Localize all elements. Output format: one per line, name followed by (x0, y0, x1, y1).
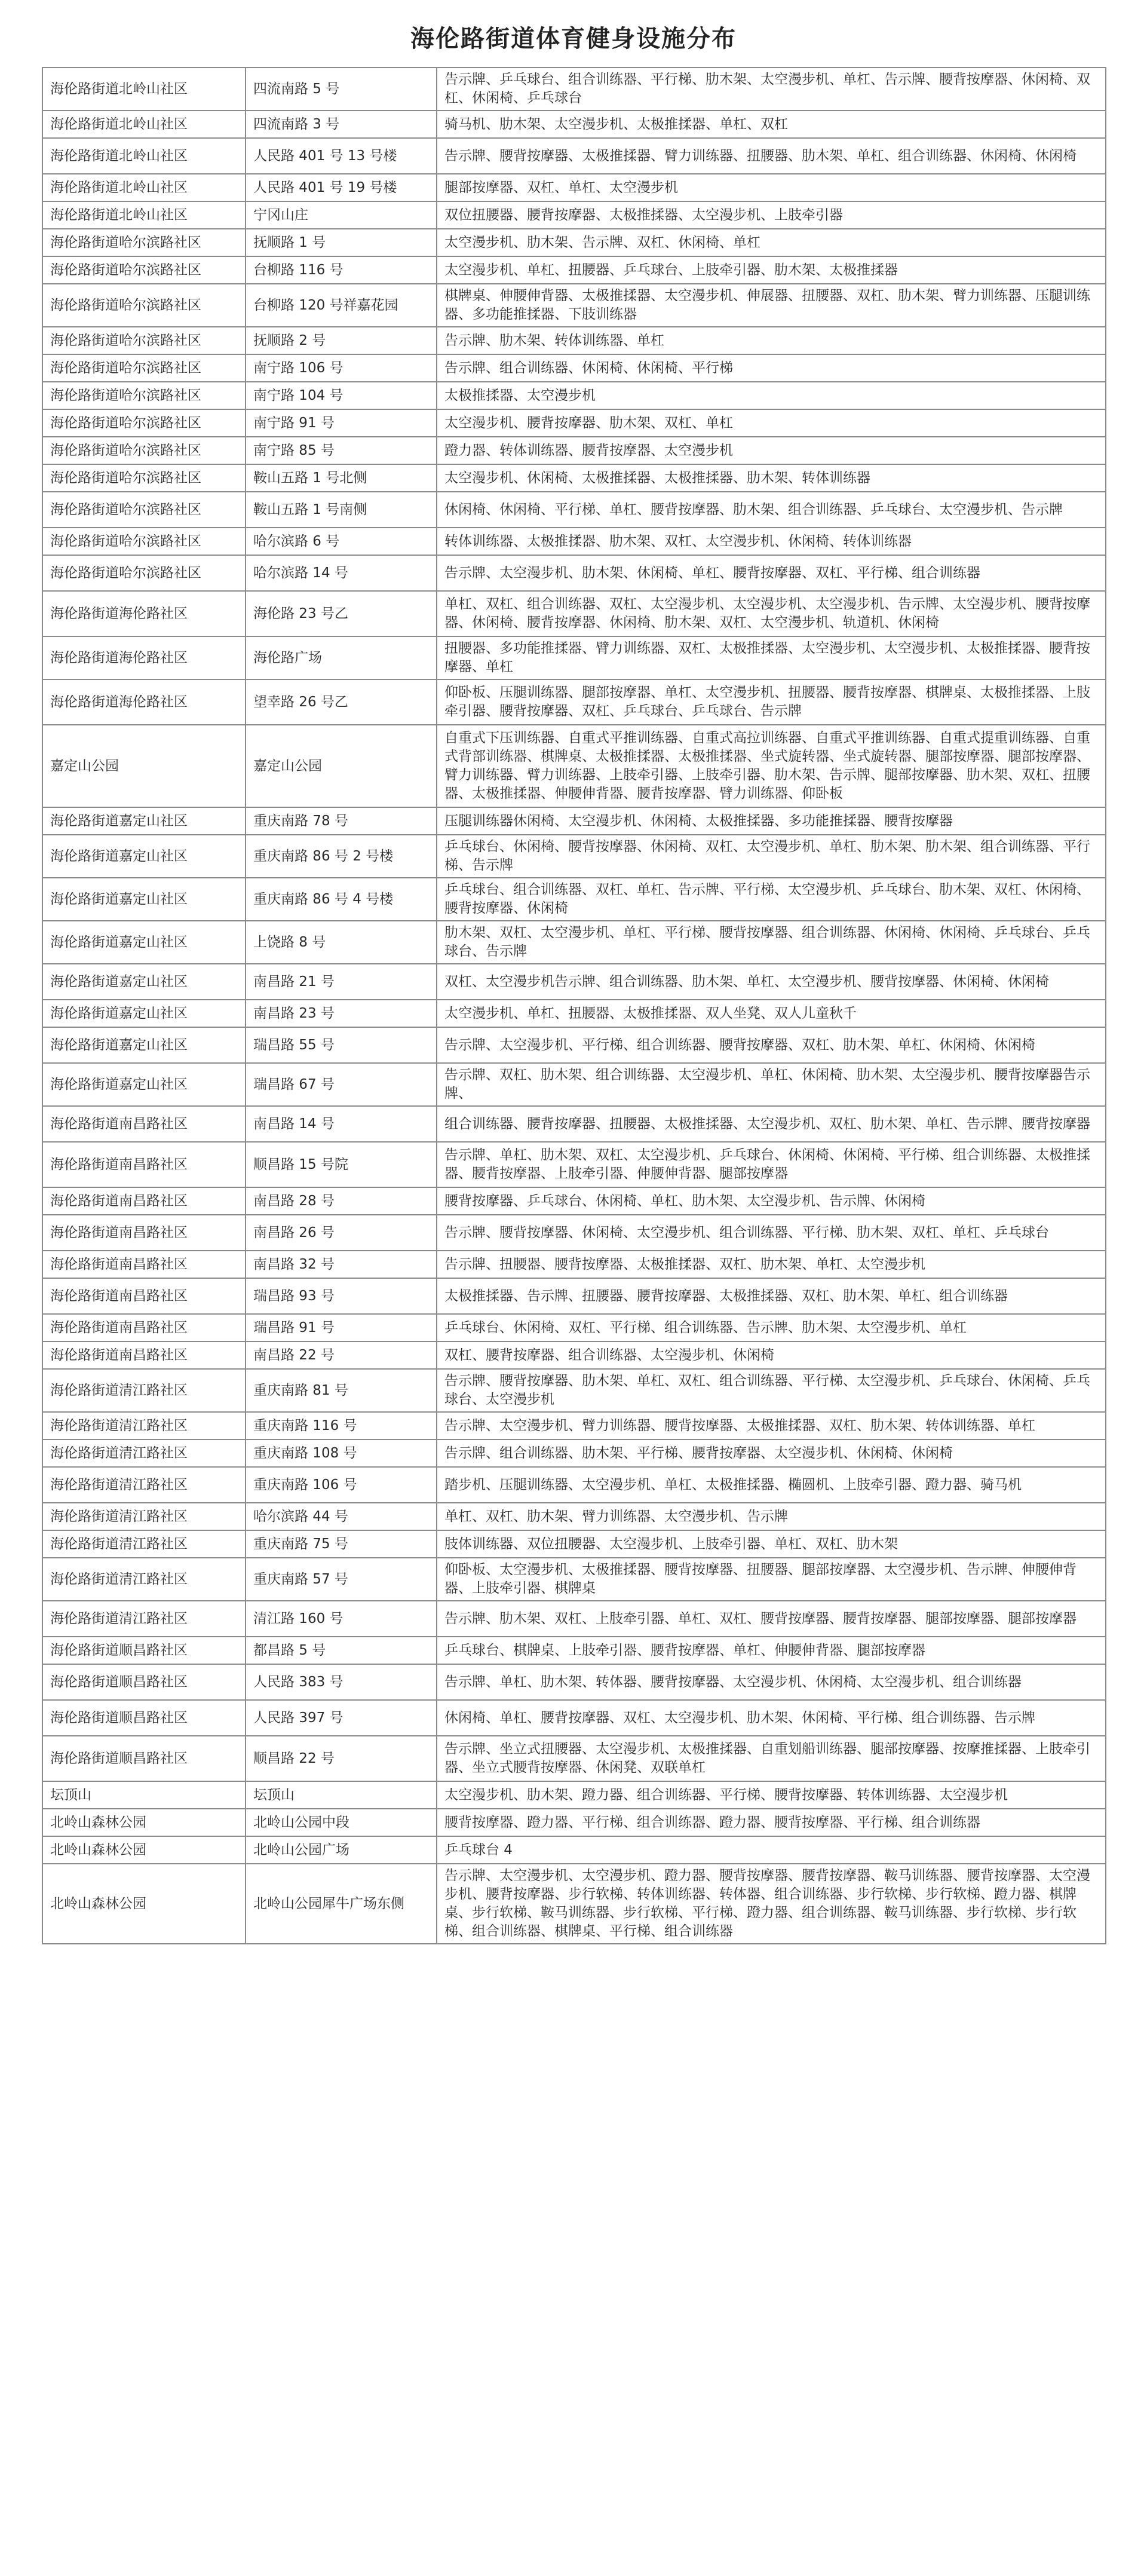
table-row (42, 807, 1106, 835)
facility-table (42, 67, 1106, 1944)
address-cell: 鞍山五路 1 号南侧 (246, 492, 437, 528)
table-row (42, 1063, 1106, 1106)
address-cell: 北岭山公园犀牛广场东侧 (246, 1864, 437, 1944)
table-row (42, 1278, 1106, 1314)
address-cell: 抚顺路 1 号 (246, 229, 437, 256)
community-cell: 海伦路街道嘉定山社区 (42, 921, 246, 964)
table-row (42, 1106, 1106, 1142)
address-cell: 南昌路 22 号 (246, 1341, 437, 1369)
community-cell: 海伦路街道哈尔滨路社区 (42, 528, 246, 555)
address-cell: 四流南路 3 号 (246, 111, 437, 138)
community-cell: 海伦路街道清江路社区 (42, 1439, 246, 1467)
address-cell: 台柳路 120 号祥嘉花园 (246, 284, 437, 327)
facilities-cell: 乒乓球台、休闲椅、腰背按摩器、休闲椅、双杠、太空漫步机、单杠、肋木架、肋木架、组合训练器、平行梯、告示牌 (437, 835, 1106, 878)
table-row (42, 201, 1106, 229)
community-cell: 海伦路街道南昌路社区 (42, 1215, 246, 1251)
community-cell: 海伦路街道哈尔滨路社区 (42, 256, 246, 284)
address-cell: 重庆南路 81 号 (246, 1369, 437, 1412)
community-cell: 海伦路街道南昌路社区 (42, 1341, 246, 1369)
community-cell: 海伦路街道南昌路社区 (42, 1278, 246, 1314)
community-cell: 海伦路街道哈尔滨路社区 (42, 464, 246, 492)
community-cell: 海伦路街道南昌路社区 (42, 1142, 246, 1187)
address-cell: 瑞昌路 67 号 (246, 1063, 437, 1106)
address-cell: 重庆南路 75 号 (246, 1530, 437, 1558)
community-cell: 海伦路街道清江路社区 (42, 1412, 246, 1439)
community-cell: 嘉定山公园 (42, 725, 246, 807)
address-cell: 瑞昌路 93 号 (246, 1278, 437, 1314)
facilities-cell: 双杠、腰背按摩器、组合训练器、太空漫步机、休闲椅 (437, 1341, 1106, 1369)
community-cell: 海伦路街道海伦路社区 (42, 591, 246, 636)
table-row (42, 1187, 1106, 1215)
address-cell: 海伦路 23 号乙 (246, 591, 437, 636)
community-cell: 海伦路街道北岭山社区 (42, 174, 246, 201)
community-cell: 海伦路街道清江路社区 (42, 1503, 246, 1530)
address-cell: 清江路 160 号 (246, 1601, 437, 1637)
community-cell: 北岭山森林公园 (42, 1809, 246, 1836)
facilities-cell: 告示牌、扭腰器、腰背按摩器、太极推揉器、双杠、肋木架、单杠、太空漫步机 (437, 1251, 1106, 1278)
facilities-cell: 告示牌、腰背按摩器、肋木架、单杠、双杠、组合训练器、平行梯、太空漫步机、乒乓球台、休闲椅、乒乓球台、太空漫步机 (437, 1369, 1106, 1412)
address-cell: 上饶路 8 号 (246, 921, 437, 964)
table-row (42, 174, 1106, 201)
table-row (42, 555, 1106, 591)
facilities-cell: 告示牌、太空漫步机、肋木架、休闲椅、单杠、腰背按摩器、双杠、平行梯、组合训练器 (437, 555, 1106, 591)
facilities-cell: 告示牌、肋木架、转体训练器、单杠 (437, 327, 1106, 354)
table-row (42, 591, 1106, 636)
facilities-cell: 扭腰器、多功能推揉器、臂力训练器、双杠、太极推揉器、太空漫步机、太空漫步机、太极推揉器、腰背按摩器、单杠 (437, 636, 1106, 679)
facilities-cell: 腰背按摩器、乒乓球台、休闲椅、单杠、肋木架、太空漫步机、告示牌、休闲椅 (437, 1187, 1106, 1215)
community-cell: 海伦路街道哈尔滨路社区 (42, 492, 246, 528)
facilities-cell: 太空漫步机、单杠、扭腰器、乒乓球台、上肢牵引器、肋木架、太极推揉器 (437, 256, 1106, 284)
community-cell: 海伦路街道哈尔滨路社区 (42, 437, 246, 464)
community-cell: 海伦路街道清江路社区 (42, 1558, 246, 1601)
community-cell: 海伦路街道哈尔滨路社区 (42, 284, 246, 327)
table-row (42, 1341, 1106, 1369)
facilities-cell: 休闲椅、单杠、腰背按摩器、双杠、太空漫步机、肋木架、休闲椅、平行梯、组合训练器、告示牌 (437, 1700, 1106, 1736)
table-row (42, 1439, 1106, 1467)
address-cell: 望幸路 26 号乙 (246, 679, 437, 725)
table-row (42, 327, 1106, 354)
facilities-cell: 告示牌、腰背按摩器、太极推揉器、臂力训练器、扭腰器、肋木架、单杠、组合训练器、休闲椅、休闲椅 (437, 138, 1106, 174)
address-cell: 人民路 397 号 (246, 1700, 437, 1736)
table-row (42, 725, 1106, 807)
table-row (42, 921, 1106, 964)
facilities-cell: 乒乓球台、棋牌桌、上肢牵引器、腰背按摩器、单杠、伸腰伸背器、腿部按摩器 (437, 1637, 1106, 1664)
community-cell: 海伦路街道哈尔滨路社区 (42, 409, 246, 437)
facilities-cell: 乒乓球台 4 (437, 1836, 1106, 1864)
table-row (42, 1558, 1106, 1601)
facilities-cell: 双杠、太空漫步机告示牌、组合训练器、肋木架、单杠、太空漫步机、腰背按摩器、休闲椅、休闲椅 (437, 964, 1106, 1000)
address-cell: 北岭山公园广场 (246, 1836, 437, 1864)
community-cell: 海伦路街道哈尔滨路社区 (42, 229, 246, 256)
address-cell: 南宁路 91 号 (246, 409, 437, 437)
facilities-cell: 告示牌、太空漫步机、臂力训练器、腰背按摩器、太极推揉器、双杠、肋木架、转体训练器、单杠 (437, 1412, 1106, 1439)
community-cell: 海伦路街道清江路社区 (42, 1601, 246, 1637)
facilities-cell: 告示牌、组合训练器、休闲椅、休闲椅、平行梯 (437, 354, 1106, 382)
community-cell: 海伦路街道哈尔滨路社区 (42, 354, 246, 382)
table-row (42, 636, 1106, 679)
address-cell: 南昌路 21 号 (246, 964, 437, 1000)
address-cell: 瑞昌路 55 号 (246, 1027, 437, 1063)
table-row (42, 1637, 1106, 1664)
community-cell: 海伦路街道南昌路社区 (42, 1187, 246, 1215)
table-row (42, 679, 1106, 725)
facilities-cell: 告示牌、单杠、肋木架、双杠、太空漫步机、乒乓球台、休闲椅、休闲椅、平行梯、组合训练器、太极推揉器、腰背按摩器、上肢牵引器、伸腰伸背器、腿部按摩器 (437, 1142, 1106, 1187)
facilities-cell: 太极推揉器、太空漫步机 (437, 382, 1106, 409)
table-row (42, 1601, 1106, 1637)
facilities-cell: 乒乓球台、休闲椅、双杠、平行梯、组合训练器、告示牌、肋木架、太空漫步机、单杠 (437, 1314, 1106, 1341)
table-row (42, 138, 1106, 174)
community-cell: 海伦路街道嘉定山社区 (42, 807, 246, 835)
table-row (42, 1412, 1106, 1439)
table-row (42, 1142, 1106, 1187)
community-cell: 坛顶山 (42, 1781, 246, 1809)
address-cell: 重庆南路 78 号 (246, 807, 437, 835)
address-cell: 重庆南路 108 号 (246, 1439, 437, 1467)
address-cell: 南宁路 85 号 (246, 437, 437, 464)
community-cell: 海伦路街道清江路社区 (42, 1530, 246, 1558)
community-cell: 海伦路街道北岭山社区 (42, 111, 246, 138)
address-cell: 宁冈山庄 (246, 201, 437, 229)
facilities-cell: 告示牌、乒乓球台、组合训练器、平行梯、肋木架、太空漫步机、单杠、告示牌、腰背按摩器、休闲椅、双杠、休闲椅、乒乓球台 (437, 68, 1106, 111)
facilities-cell: 告示牌、腰背按摩器、休闲椅、太空漫步机、组合训练器、平行梯、肋木架、双杠、单杠、乒乓球台 (437, 1215, 1106, 1251)
facilities-cell: 蹬力器、转体训练器、腰背按摩器、太空漫步机 (437, 437, 1106, 464)
address-cell: 顺昌路 15 号院 (246, 1142, 437, 1187)
facilities-cell: 组合训练器、腰背按摩器、扭腰器、太极推揉器、太空漫步机、双杠、肋木架、单杠、告示牌、腰背按摩器 (437, 1106, 1106, 1142)
address-cell: 北岭山公园中段 (246, 1809, 437, 1836)
address-cell: 南昌路 28 号 (246, 1187, 437, 1215)
address-cell: 南昌路 26 号 (246, 1215, 437, 1251)
facilities-cell: 单杠、双杠、组合训练器、双杠、太空漫步机、太空漫步机、太空漫步机、告示牌、太空漫步机、腰背按摩器、休闲椅、腰背按摩器、休闲椅、肋木架、双杠、太空漫步机、轨道机、休闲椅 (437, 591, 1106, 636)
table-row (42, 382, 1106, 409)
table-row (42, 1027, 1106, 1063)
community-cell: 海伦路街道哈尔滨路社区 (42, 327, 246, 354)
table-row (42, 1503, 1106, 1530)
table-row (42, 1736, 1106, 1781)
address-cell: 顺昌路 22 号 (246, 1736, 437, 1781)
address-cell: 哈尔滨路 14 号 (246, 555, 437, 591)
community-cell: 海伦路街道嘉定山社区 (42, 1000, 246, 1027)
facilities-cell: 告示牌、组合训练器、肋木架、平行梯、腰背按摩器、太空漫步机、休闲椅、休闲椅 (437, 1439, 1106, 1467)
table-row (42, 1000, 1106, 1027)
table-row (42, 111, 1106, 138)
facilities-cell: 自重式下压训练器、自重式平推训练器、自重式高拉训练器、自重式平推训练器、自重式提重训练器、自重式背部训练器、棋牌桌、太极推揉器、太极推揉器、坐式旋转器、坐式旋转器、腿部按摩器、腿部按摩器、臂力训练器、臂力训练器、上肢牵引器、上肢牵引器、肋木架、告示牌、腿部按摩器、肋木架、双杠、扭腰器、太极推揉器、伸腰伸背器、腰背按摩器、臂力训练器、仰卧板 (437, 725, 1106, 807)
facilities-cell: 单杠、双杠、肋木架、臂力训练器、太空漫步机、告示牌 (437, 1503, 1106, 1530)
table-row (42, 964, 1106, 1000)
community-cell: 海伦路街道海伦路社区 (42, 636, 246, 679)
address-cell: 重庆南路 86 号 2 号楼 (246, 835, 437, 878)
facilities-cell: 腿部按摩器、双杠、单杠、太空漫步机 (437, 174, 1106, 201)
facilities-cell: 仰卧板、压腿训练器、腿部按摩器、单杠、太空漫步机、扭腰器、腰背按摩器、棋牌桌、太极推揉器、上肢牵引器、腰背按摩器、双杠、乒乓球台、乒乓球台、告示牌 (437, 679, 1106, 725)
facilities-cell: 太空漫步机、肋木架、告示牌、双杠、休闲椅、单杠 (437, 229, 1106, 256)
table-row (42, 1467, 1106, 1503)
facility-table-body (42, 68, 1106, 1944)
facilities-cell: 肋木架、双杠、太空漫步机、单杠、平行梯、腰背按摩器、组合训练器、休闲椅、休闲椅、乒乓球台、乒乓球台、告示牌 (437, 921, 1106, 964)
table-row (42, 354, 1106, 382)
facilities-cell: 转体训练器、太极推揉器、肋木架、双杠、太空漫步机、休闲椅、转体训练器 (437, 528, 1106, 555)
address-cell: 嘉定山公园 (246, 725, 437, 807)
table-row (42, 1369, 1106, 1412)
address-cell: 南宁路 106 号 (246, 354, 437, 382)
community-cell: 海伦路街道顺昌路社区 (42, 1736, 246, 1781)
facilities-cell: 告示牌、太空漫步机、太空漫步机、蹬力器、腰背按摩器、腰背按摩器、鞍马训练器、腰背按摩器、太空漫步机、腰背按摩器、步行软梯、转体训练器、转体器、组合训练器、步行软梯、步行软梯、蹬力器、棋牌桌、步行软梯、鞍马训练器、步行软梯、平行梯、蹬力器、组合训练器、鞍马训练器、步行软梯、步行软梯、组合训练器、棋牌桌、平行梯、组合训练器 (437, 1864, 1106, 1944)
facilities-cell: 告示牌、太空漫步机、平行梯、组合训练器、腰背按摩器、双杠、肋木架、单杠、休闲椅、休闲椅 (437, 1027, 1106, 1063)
facilities-cell: 告示牌、肋木架、双杠、上肢牵引器、单杠、双杠、腰背按摩器、腰背按摩器、腿部按摩器、腿部按摩器 (437, 1601, 1106, 1637)
address-cell: 重庆南路 116 号 (246, 1412, 437, 1439)
table-row (42, 437, 1106, 464)
address-cell: 瑞昌路 91 号 (246, 1314, 437, 1341)
community-cell: 海伦路街道海伦路社区 (42, 679, 246, 725)
table-row (42, 528, 1106, 555)
community-cell: 海伦路街道北岭山社区 (42, 138, 246, 174)
table-row (42, 1836, 1106, 1864)
community-cell: 海伦路街道顺昌路社区 (42, 1700, 246, 1736)
address-cell: 海伦路广场 (246, 636, 437, 679)
table-row (42, 878, 1106, 921)
facilities-cell: 休闲椅、休闲椅、平行梯、单杠、腰背按摩器、肋木架、组合训练器、乒乓球台、太空漫步机、告示牌 (437, 492, 1106, 528)
address-cell: 重庆南路 106 号 (246, 1467, 437, 1503)
community-cell: 海伦路街道哈尔滨路社区 (42, 382, 246, 409)
address-cell: 鞍山五路 1 号北侧 (246, 464, 437, 492)
address-cell: 南宁路 104 号 (246, 382, 437, 409)
table-row (42, 284, 1106, 327)
address-cell: 哈尔滨路 44 号 (246, 1503, 437, 1530)
community-cell: 海伦路街道哈尔滨路社区 (42, 555, 246, 591)
address-cell: 人民路 383 号 (246, 1664, 437, 1700)
community-cell: 海伦路街道顺昌路社区 (42, 1664, 246, 1700)
address-cell: 台柳路 116 号 (246, 256, 437, 284)
facilities-cell: 腰背按摩器、蹬力器、平行梯、组合训练器、蹬力器、腰背按摩器、平行梯、组合训练器 (437, 1809, 1106, 1836)
facilities-cell: 太空漫步机、单杠、扭腰器、太极推揉器、双人坐凳、双人儿童秋千 (437, 1000, 1106, 1027)
address-cell: 人民路 401 号 13 号楼 (246, 138, 437, 174)
address-cell: 南昌路 32 号 (246, 1251, 437, 1278)
community-cell: 海伦路街道南昌路社区 (42, 1251, 246, 1278)
table-row (42, 1700, 1106, 1736)
community-cell: 北岭山森林公园 (42, 1864, 246, 1944)
community-cell: 海伦路街道南昌路社区 (42, 1314, 246, 1341)
address-cell: 抚顺路 2 号 (246, 327, 437, 354)
community-cell: 海伦路街道北岭山社区 (42, 68, 246, 111)
community-cell: 海伦路街道北岭山社区 (42, 201, 246, 229)
facilities-cell: 太空漫步机、休闲椅、太极推揉器、太极推揉器、肋木架、转体训练器 (437, 464, 1106, 492)
community-cell: 海伦路街道嘉定山社区 (42, 1063, 246, 1106)
table-row (42, 1781, 1106, 1809)
table-row (42, 1809, 1106, 1836)
address-cell: 重庆南路 86 号 4 号楼 (246, 878, 437, 921)
facilities-cell: 太空漫步机、肋木架、蹬力器、组合训练器、平行梯、腰背按摩器、转体训练器、太空漫步机 (437, 1781, 1106, 1809)
table-row (42, 68, 1106, 111)
table-row (42, 1664, 1106, 1700)
address-cell: 南昌路 23 号 (246, 1000, 437, 1027)
table-row (42, 835, 1106, 878)
address-cell: 南昌路 14 号 (246, 1106, 437, 1142)
facilities-cell: 太空漫步机、腰背按摩器、肋木架、双杠、单杠 (437, 409, 1106, 437)
facilities-cell: 踏步机、压腿训练器、太空漫步机、单杠、太极推揉器、椭圆机、上肢牵引器、蹬力器、骑马机 (437, 1467, 1106, 1503)
address-cell: 都昌路 5 号 (246, 1637, 437, 1664)
community-cell: 海伦路街道嘉定山社区 (42, 964, 246, 1000)
community-cell: 海伦路街道南昌路社区 (42, 1106, 246, 1142)
facilities-cell: 肢体训练器、双位扭腰器、太空漫步机、上肢牵引器、单杠、双杠、肋木架 (437, 1530, 1106, 1558)
facilities-cell: 骑马机、肋木架、太空漫步机、太极推揉器、单杠、双杠 (437, 111, 1106, 138)
community-cell: 北岭山森林公园 (42, 1836, 246, 1864)
facilities-cell: 棋牌桌、伸腰伸背器、太极推揉器、太空漫步机、伸展器、扭腰器、双杠、肋木架、臂力训练器、压腿训练器、多功能推揉器、下肢训练器 (437, 284, 1106, 327)
table-row (42, 1864, 1106, 1944)
facilities-cell: 压腿训练器休闲椅、太空漫步机、休闲椅、太极推揉器、多功能推揉器、腰背按摩器 (437, 807, 1106, 835)
address-cell: 重庆南路 57 号 (246, 1558, 437, 1601)
community-cell: 海伦路街道嘉定山社区 (42, 1027, 246, 1063)
facilities-cell: 仰卧板、太空漫步机、太极推揉器、腰背按摩器、扭腰器、腿部按摩器、太空漫步机、告示牌、伸腰伸背器、上肢牵引器、棋牌桌 (437, 1558, 1106, 1601)
facilities-cell: 告示牌、单杠、肋木架、转体器、腰背按摩器、太空漫步机、休闲椅、太空漫步机、组合训练器 (437, 1664, 1106, 1700)
facilities-cell: 双位扭腰器、腰背按摩器、太极推揉器、太空漫步机、上肢牵引器 (437, 201, 1106, 229)
community-cell: 海伦路街道清江路社区 (42, 1369, 246, 1412)
facilities-cell: 太极推揉器、告示牌、扭腰器、腰背按摩器、太极推揉器、双杠、肋木架、单杠、组合训练器 (437, 1278, 1106, 1314)
table-row (42, 464, 1106, 492)
community-cell: 海伦路街道清江路社区 (42, 1467, 246, 1503)
address-cell: 哈尔滨路 6 号 (246, 528, 437, 555)
table-row (42, 492, 1106, 528)
community-cell: 海伦路街道顺昌路社区 (42, 1637, 246, 1664)
table-row (42, 229, 1106, 256)
table-row (42, 1314, 1106, 1341)
address-cell: 四流南路 5 号 (246, 68, 437, 111)
community-cell: 海伦路街道嘉定山社区 (42, 878, 246, 921)
address-cell: 人民路 401 号 19 号楼 (246, 174, 437, 201)
table-row (42, 1251, 1106, 1278)
document-title: 海伦路街道体育健身设施分布 (410, 25, 737, 53)
table-row (42, 409, 1106, 437)
facilities-cell: 告示牌、坐立式扭腰器、太空漫步机、太极推揉器、自重划船训练器、腿部按摩器、按摩推揉器、上肢牵引器、坐立式腰背按摩器、休闲凳、双联单杠 (437, 1736, 1106, 1781)
table-row (42, 1215, 1106, 1251)
table-row (42, 256, 1106, 284)
community-cell: 海伦路街道嘉定山社区 (42, 835, 246, 878)
facilities-cell: 告示牌、双杠、肋木架、组合训练器、太空漫步机、单杠、休闲椅、肋木架、太空漫步机、腰背按摩器告示牌、 (437, 1063, 1106, 1106)
address-cell: 坛顶山 (246, 1781, 437, 1809)
table-row (42, 1530, 1106, 1558)
facilities-cell: 乒乓球台、组合训练器、双杠、单杠、告示牌、平行梯、太空漫步机、乒乓球台、肋木架、双杠、休闲椅、腰背按摩器、休闲椅 (437, 878, 1106, 921)
